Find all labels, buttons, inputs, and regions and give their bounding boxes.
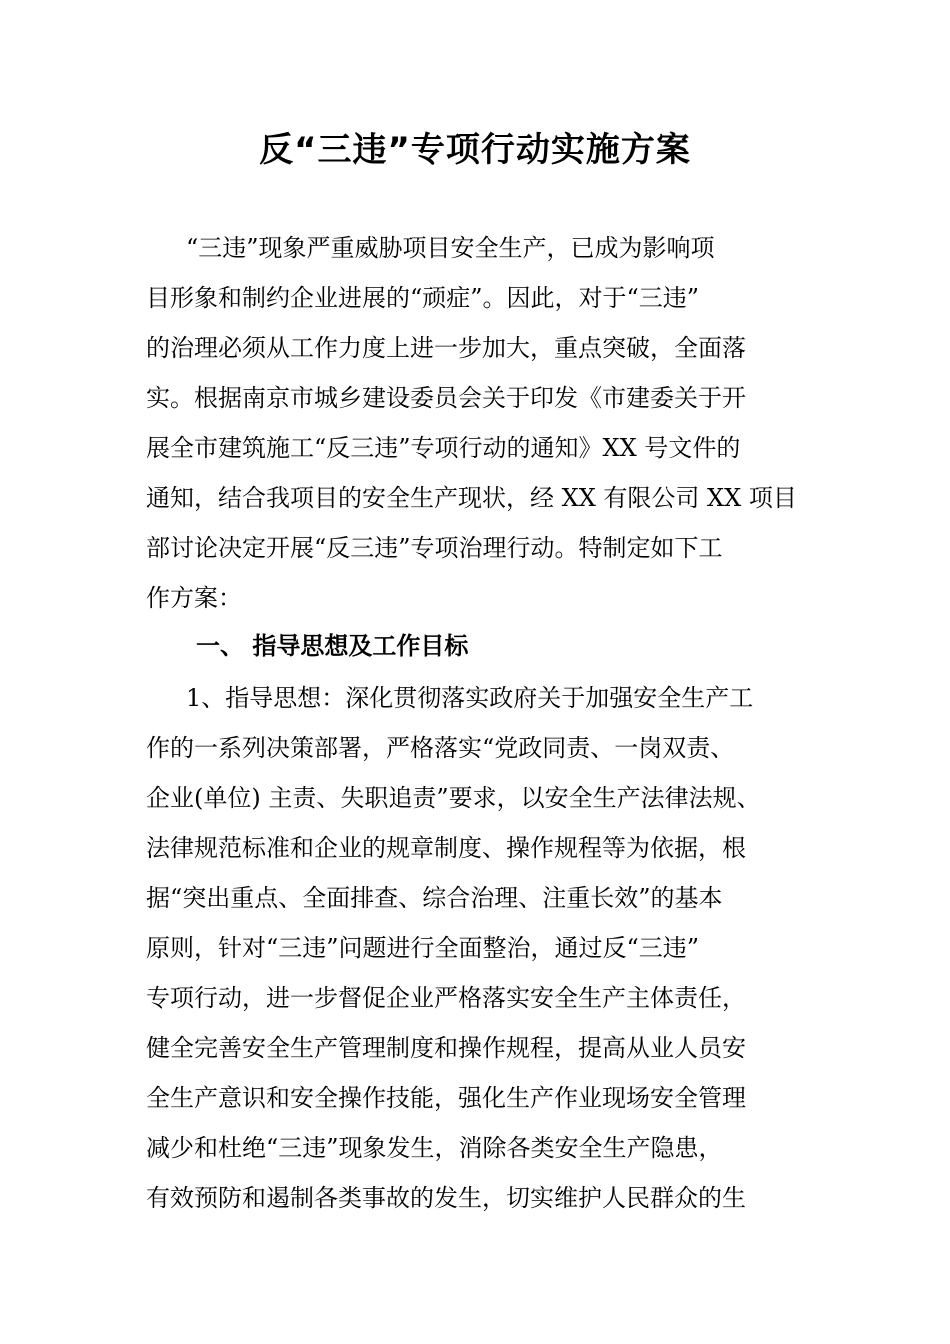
paragraph-2-line-2: 作的一系列决策部署，严格落实“党政同责、一岗双责、	[146, 734, 735, 762]
paragraph-2-line-6: 原则，针对“三违”问题进行全面整治，通过反“三违”	[146, 934, 700, 962]
paragraph-2-line-11: 有效预防和遏制各类事故的发生，切实维护人民群众的生	[146, 1184, 746, 1212]
paragraph-1-line-8: 作方案：	[146, 584, 242, 612]
paragraph-2-line-7: 专项行动，进一步督促企业严格落实安全生产主体责任，	[146, 984, 746, 1012]
paragraph-2-line-3: 企业(单位) 主责、失职追责”要求，以安全生产法律法规、	[146, 784, 761, 812]
document-title: 反“三违”专项行动实施方案	[259, 130, 691, 170]
paragraph-2-line-9: 全生产意识和安全操作技能，强化生产作业现场安全管理	[146, 1084, 746, 1112]
paragraph-1-line-6: 通知，结合我项目的安全生产现状，经 XX 有限公司 XX 项目	[146, 484, 797, 512]
paragraph-2-line-10: 减少和杜绝“三违”现象发生，消除各类安全生产隐患，	[146, 1134, 723, 1162]
section-1-heading: 一、 指导思想及工作目标	[196, 632, 469, 660]
paragraph-1-line-2: 目形象和制约企业进展的“顽症”。因此，对于“三违”	[146, 284, 700, 312]
paragraph-1-line-5: 展全市建筑施工“反三违”专项行动的通知》XX 号文件的	[146, 434, 741, 462]
paragraph-2-line-4: 法律规范标准和企业的规章制度、操作规程等为依据，根	[146, 834, 746, 862]
paragraph-1-line-1: “三违”现象严重威胁项目安全生产，已成为影响项	[186, 234, 715, 262]
paragraph-2-line-1: 1、指导思想：深化贯彻落实政府关于加强安全生产工	[186, 684, 754, 712]
paragraph-1-line-3: 的治理必须从工作力度上进一步加大，重点突破，全面落	[146, 334, 746, 362]
paragraph-2-line-5: 据“突出重点、全面排查、综合治理、注重长效”的基本	[146, 884, 723, 912]
paragraph-1-line-7: 部讨论决定开展“反三违”专项治理行动。特制定如下工	[146, 534, 723, 562]
paragraph-2-line-8: 健全完善安全生产管理制度和操作规程，提高从业人员安	[146, 1034, 746, 1062]
paragraph-1-line-4: 实。根据南京市城乡建设委员会关于印发《市建委关于开	[146, 384, 746, 412]
